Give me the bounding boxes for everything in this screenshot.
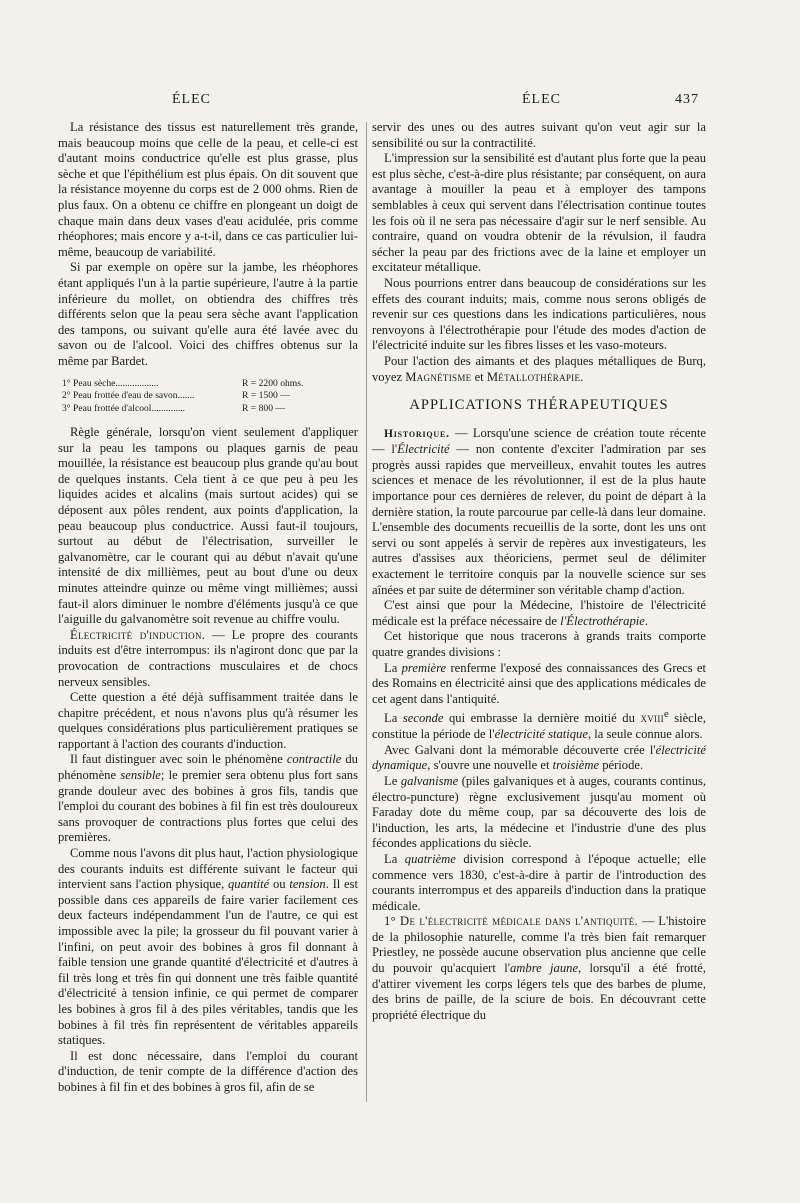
- table-cell-label: 3° Peau frottée d'alcool..............: [62, 402, 186, 414]
- paragraph-magnets: Pour l'action des aimants et des plaques métalliques de Burq, voyez Magnétisme et Métallothérapie.: [372, 353, 706, 384]
- paragraph-first-division: La première renferme l'exposé des connaissances des Grecs et des Romains en électricité ainsi que des applications médicales de cet agent dans l'antiquité.: [372, 660, 707, 706]
- table-row: [62, 390, 303, 403]
- paragraph-second-division: La seconde qui embrasse la dernière moitié du xviii$^e$ siècle, constitue la période de l'électricité statique, la seule connue alors.: [372, 709, 707, 742]
- resistance-table: [62, 378, 303, 416]
- table-cell-value: R = 800 —: [242, 402, 285, 414]
- paragraph-medicine: C'est ainsi que pour la Médecine, l'histoire de l'électricité médicale est la préface nécessaire de l'Électrothérapie.: [372, 598, 706, 628]
- table-cell-label: 2° Peau frottée d'eau de savon.......: [62, 390, 195, 401]
- header-left-word: ÉLEC: [172, 92, 211, 107]
- paragraph-antiquity: 1° De l'électricité médicale dans l'antiquité. — L'histoire de la philosophie naturelle, comme l'a très bien fait remarquer Priestley, ne possède aucune observation plus ancienne que celle du pouvoir qu'acquiert l'ambre jaune, lorsqu'il a été frotté, d'attirer vivement les corps légers tels que des barbes de plume, des brins de paille, de la sciure de bois. En découvrant cette propriété électrique du: [372, 914, 707, 1022]
- paragraph-galvani: Avec Galvani dont la mémorable découverte crée l'électricité dynamique, s'ouvre une nouvelle et troisième période.: [372, 742, 706, 773]
- table-row: [62, 403, 303, 416]
- section-heading: APPLICATIONS THÉRAPEUTIQUES: [409, 397, 669, 414]
- paragraph-induction: Électricité d'induction. — Le propre des courants induits est d'être interrompus: ils n'agiront donc que par la provocation de contractions musculaires et de chocs nerveux sensibles.: [58, 627, 358, 689]
- paragraph-contractile-sensible: Il faut distinguer avec soin le phénomène contractile du phénomène sensible; le premier sera obtenu plus fort sans grande douleur avec des bobines à gros fils, tandis que l'emploi du courant des bobines à fil fin est très douloureux sans provoquer de contractions plus fortes que celui des premières.: [58, 752, 358, 845]
- run-in-heading: Électricité d'induction.: [70, 627, 206, 642]
- paragraph-historique: Historique. — Lorsqu'une science de création toute récente — l'Électricité — non contente d'exciter l'admiration par ses progrès aussi rapides que merveilleux, envahit toutes les autres sciences et menace de les révolutionner, il est de la plus haute importance pour ces dernières de relever, du point de départ à la dernière station, la route parcourue par celle-là dans leur domaine. L'ensemble des documents recueillis de la sorte, dont les uns ont servi ou sont appelés à servir de repères aux investigateurs, les autres d'assises aux théoriciens, permet seul de délimiter exactement le territoire conquis par la nouvelle science sur ses aînées et par suite de déterminer son véritable champ d'action.: [372, 425, 706, 597]
- paragraph-continued: servir des unes ou des autres suivant qu'on veut agir sur la sensibilité ou sur la contractilité.: [372, 120, 706, 150]
- cross-reference: Métallothérapie: [486, 369, 581, 384]
- paragraph-general-rule: Règle générale, lorsqu'on vient seulement d'appliquer sur la peau les tampons ou plaques garnis de peau mouillée, la résistance est beaucoup plus grande qu'au bout de quelques instants. Cela tient à ce que peu à peu les liquides acides et alcalins (mais surtout acides) qui se déposent aux pôles rendent, aux points d'application, la peau beaucoup plus conductrice. Aussi faut-il toujours, surtout au début de l'électrisation, surveiller le galvanomètre, car le courant qui au début n'avait qu'une intensité de dix millièmes, peut au bout d'une ou deux minutes atteindre quinze ou même vingt millièmes; aussi faut-il alors diminuer le nombre d'éléments jusqu'à ce que l'aiguille du galvanomètre soit revenue au chiffre voulu.: [58, 425, 358, 627]
- cross-reference: Magnétisme: [405, 369, 472, 384]
- right-column: [372, 120, 706, 1023]
- paragraph-previous-chapter: Cette question a été déjà suffisamment traitée dans le chapitre précédent, et nous n'avons plus qu'à résumer les quelques considérations plus particulièrement pratiques se rapportant à l'action des courants d'induction.: [58, 690, 358, 751]
- paragraph-leg-example: Si par exemple on opère sur la jambe, les rhéophores étant appliqués l'un à la partie supérieure, l'autre à la partie inférieure du mollet, on obtiendra des chiffres très différents selon que la peau sera sèche avant l'application des tampons, ou suivant qu'elle aura été lavée avec du savon ou de l'alcool. Voici des chiffres obtenus sur la même par Bardet.: [58, 260, 358, 368]
- paragraph-necessary: Il est donc nécessaire, dans l'emploi du courant d'induction, de tenir compte de la différence d'action des bobines à fil fin et des bobines à gros fil, afin de se: [58, 1048, 358, 1094]
- paragraph-fourth-division: La quatrième division correspond à l'époque actuelle; elle commence vers 1830, c'est-à-dire à partir de l'introduction des courants interrompus et des appareils d'induction dans la pratique médicale.: [372, 851, 706, 913]
- table-cell-label: 1° Peau sèche..................: [62, 377, 159, 389]
- paragraph-sensibility: L'impression sur la sensibilité est d'autant plus forte que la peau est plus sèche, c'est-à-dire plus résistante; par conséquent, on aura avantage à mouiller la peau et à employer des tampons semblables à ceux qui servent dans l'électrisation continue toutes les fois où il ne sera pas nécessaire d'agir sur le nerf sensible. Au contraire, quand on voudra obtenir de la révulsion, il faudra sécher la peau par des frictions avec de la laine et employer un excitateur métallique.: [372, 151, 706, 275]
- table-cell-value: R = 1500 —: [242, 390, 290, 401]
- left-column: [58, 120, 358, 1096]
- run-in-heading: Historique.: [384, 427, 450, 440]
- table-row: [62, 378, 303, 391]
- paragraph-considerations: Nous pourrions entrer dans beaucoup de considérations sur les effets des courant induits; mais, comme nous serons obligés de revenir sur ces questions dans les indications particulières, nous renvoyons à l'électrothérapie pour l'étude des modes d'action de l'électricité induite sur les fibres lisses et les vaso-moteurs.: [372, 275, 706, 353]
- table-cell-value: R = 2200 ohms.: [242, 377, 304, 389]
- paragraph-quantity-tension: Comme nous l'avons dit plus haut, l'action physiologique des courants induits est différente suivant le facteur qui intervient sans l'action physique, quantité ou tension. Il est possible dans ces appareils de faire varier facilement ces deux facteurs indépendamment l'un de l'autre, ce qui est impossible avec la pile; la grosseur du fil pouvant varier à l'infini, on peut avoir des bobines à gros fil donnant à faible tension une grande quantité d'électricité et d'autres à fil très long et très fin qui donnent une très faible quantité d'électricité à tension infinie, ce qui permet de comparer les bobines à gros fil à des piles véritables, tandis que les bobines à fil très fin représentent de véritables appareils statiques.: [58, 846, 358, 1048]
- paragraph-galvanisme: Le galvanisme (piles galvaniques et à auges, courants continus, électro-puncture) règne exclusivement jusqu'au moment où Faraday dote du même coup, par sa découverte des lois de l'induction, les arts, la médecine et l'industrie d'une des plus fécondes applications du siècle.: [372, 773, 706, 851]
- column-divider: [366, 122, 367, 1102]
- run-in-heading: 1° De l'électricité médicale dans l'antiquité.: [384, 914, 639, 929]
- paragraph-skin-resistance: La résistance des tissus est naturellement très grande, mais beaucoup moins que celle de la peau, et celle-ci est d'autant moins conductrice qu'elle est plus grasse, plus sèche et que l'épithélium est plus épais. On dit souvent que la résistance moyenne du corps est de 2 000 ohms. Rien de plus faux. On a obtenu ce chiffre en plongeant un doigt de chaque main dans deux vases d'eau acidulée, pris comme rhéophores; mais encore y a-t-il, dans ce cas particulier lui-même, beaucoup de variabilité.: [58, 120, 358, 259]
- page-number: 437: [675, 92, 699, 107]
- paragraph-divisions: Cet historique que nous tracerons à grands traits comporte quatre grandes divisions :: [372, 629, 706, 659]
- running-head: [0, 92, 800, 112]
- header-center-word: ÉLEC: [522, 92, 561, 107]
